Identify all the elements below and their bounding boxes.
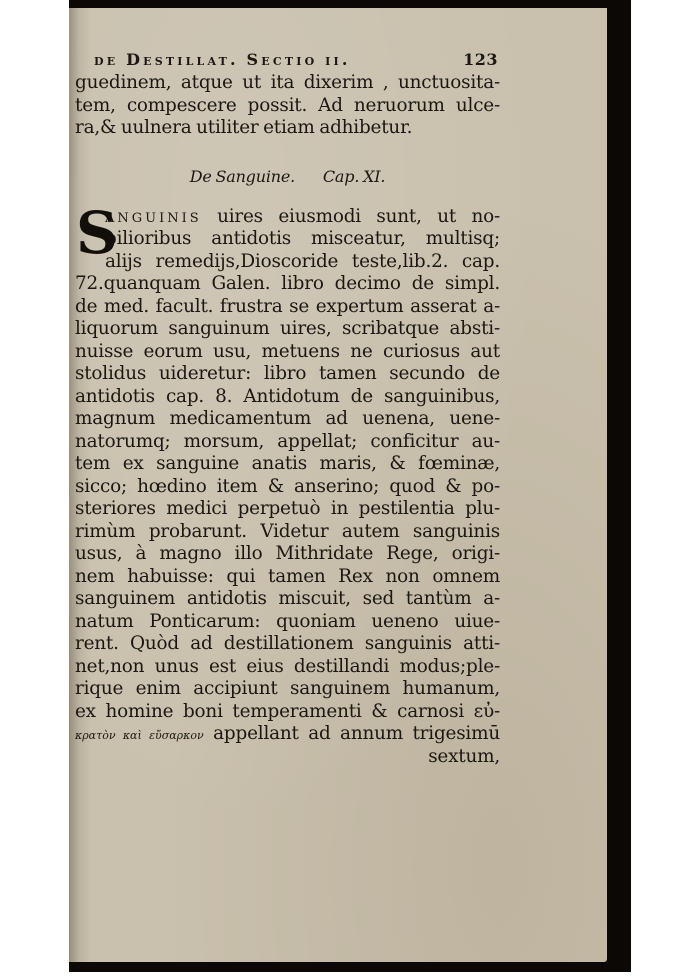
text-block: [75, 48, 500, 768]
text-line: natorumq; morsum, appellat; conficitur au-: [75, 430, 500, 452]
text-line: de med. facult. frustra se expertum asserat a-: [75, 295, 500, 317]
text-line: rent. Quòd ad destillationem sanguinis atti-: [75, 633, 500, 654]
text-line: rique enim accipiunt sanguinem humanum,: [75, 678, 500, 699]
text-line: usus, à magno illo Mithridate Rege, origi-: [75, 543, 500, 564]
text-line: ex homine boni temperamenti & carnosi εὐ-: [75, 700, 500, 722]
chapter-number: Cap. XI.: [322, 166, 386, 186]
text-line: sanguinem antidotis miscuit, sed tantùm a-: [75, 588, 500, 609]
text-line: tem ex sanguine anatis maris, & fœminæ,: [75, 453, 500, 474]
text-line: nuisse eorum usu, metuens ne curiosus aut: [75, 340, 500, 362]
book-page: [69, 8, 607, 962]
first-word-rest: anguinis: [105, 205, 202, 227]
text-line: 72.quanquam Galen. libro decimo de simpl.: [75, 273, 500, 294]
text-line: magnum medicamentum ad uenena, uene-: [75, 408, 500, 429]
chapter-body: [75, 198, 501, 769]
scan-frame: [69, 0, 631, 972]
catchword: sextum,: [428, 745, 500, 767]
chapter-heading: [75, 162, 500, 192]
text-line: tem, compescere possit. Ad neruorum ulce-: [75, 94, 500, 116]
running-head: [75, 48, 500, 72]
text-line: net,non unus est eius destillandi modus;ple-: [75, 655, 500, 677]
page-number: 123: [463, 50, 498, 69]
text-line: guedinem, atque ut ita dixerim , unctuosita-: [75, 72, 500, 93]
line-text: appellant ad annum trigesimū: [203, 723, 501, 744]
text-line: bilioribus antidotis misceatur, multisq;: [105, 228, 500, 249]
text-line: nem habuisse: qui tamen Rex non omnem: [75, 565, 500, 587]
chapter-title: De Sanguine.: [189, 166, 295, 186]
text-line: [75, 206, 500, 229]
text-line: steriores medici perpetuò in pestilentia plu-: [75, 498, 500, 519]
text-line: antidotis cap. 8. Antidotum de sanguinibus,: [75, 385, 500, 407]
greek-fragment: κρατὸν καὶ εὔσαρκον: [75, 729, 204, 742]
text-line: rimùm probarunt. Videtur autem sanguinis: [75, 520, 500, 542]
text-line: [75, 723, 500, 746]
text-line: sicco; hœdino item & anserino; quod & po-: [75, 475, 500, 497]
text-line: ra,& uulnera utiliter etiam adhibetur.: [75, 117, 413, 138]
running-head-title: de Destillat. Sectio ii.: [94, 50, 351, 69]
drop-cap: S: [76, 198, 118, 267]
line-text: uires eiusmodi sunt, ut no-: [201, 205, 500, 227]
text-line: liquorum sanguinum uires, scribatque absti-: [75, 318, 500, 339]
text-line: stolidus uideretur: libro tamen secundo de: [75, 363, 500, 384]
top-paragraph: [75, 72, 500, 140]
text-line: natum Ponticarum: quoniam ueneno uiue-: [75, 610, 500, 632]
text-line: alijs remedijs,Dioscoride teste,lib.2. cap.: [105, 250, 500, 272]
